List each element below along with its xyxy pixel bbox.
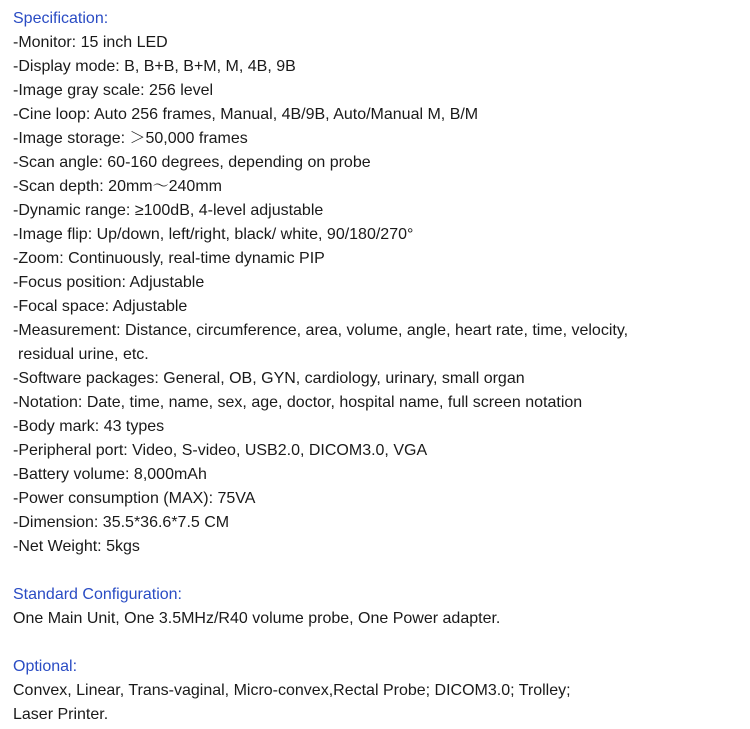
- spec-dimension: -Dimension: 35.5*36.6*7.5 CM: [13, 514, 230, 531]
- spec-cine-loop: -Cine loop: Auto 256 frames, Manual, 4B/9B, Auto/Manual M, B/M: [13, 106, 479, 123]
- spec-peripheral-port: -Peripheral port: Video, S-video, USB2.0, DICOM3.0, VGA: [13, 442, 428, 459]
- spec-measurement-continued: residual urine, etc.: [18, 346, 149, 363]
- spec-notation: -Notation: Date, time, name, sex, age, doctor, hospital name, full screen notation: [13, 394, 583, 411]
- spec-image-flip: -Image flip: Up/down, left/right, black/ white, 90/180/270°: [13, 226, 414, 243]
- standard-configuration-heading: Standard Configuration:: [13, 586, 182, 603]
- spec-focal-space: -Focal space: Adjustable: [13, 298, 188, 315]
- specification-heading: Specification:: [13, 10, 109, 27]
- spec-monitor: -Monitor: 15 inch LED: [13, 34, 168, 51]
- spec-dynamic-range: -Dynamic range: ≥100dB, 4-level adjustable: [13, 202, 324, 219]
- section-spacer: [13, 559, 743, 583]
- spec-focus-position: -Focus position: Adjustable: [13, 274, 205, 291]
- spec-scan-depth: -Scan depth: 20mm～240mm: [13, 178, 222, 195]
- spec-battery-volume: -Battery volume: 8,000mAh: [13, 466, 207, 483]
- spec-image-storage: -Image storage: ＞50,000 frames: [13, 130, 248, 147]
- spec-body-mark: -Body mark: 43 types: [13, 418, 165, 435]
- optional-heading: Optional:: [13, 658, 78, 675]
- section-spacer: [13, 631, 743, 655]
- spec-zoom: -Zoom: Continuously, real-time dynamic PIP: [13, 250, 325, 267]
- standard-configuration-text: One Main Unit, One 3.5MHz/R40 volume probe, One Power adapter.: [13, 610, 501, 627]
- optional-text-line-2: Laser Printer.: [13, 706, 109, 723]
- spec-image-gray-scale: -Image gray scale: 256 level: [13, 82, 214, 99]
- spec-document: [13, 7, 743, 727]
- optional-text-line-1: Convex, Linear, Trans-vaginal, Micro-convex,Rectal Probe; DICOM3.0; Trolley;: [13, 682, 571, 699]
- spec-scan-angle: -Scan angle: 60-160 degrees, depending on probe: [13, 154, 371, 171]
- spec-measurement: -Measurement: Distance, circumference, area, volume, angle, heart rate, time, velocity,: [13, 322, 629, 339]
- spec-power-consumption: -Power consumption (MAX): 75VA: [13, 490, 256, 507]
- spec-software-packages: -Software packages: General, OB, GYN, cardiology, urinary, small organ: [13, 370, 525, 387]
- spec-display-mode: -Display mode: B, B+B, B+M, M, 4B, 9B: [13, 58, 296, 75]
- spec-net-weight: -Net Weight: 5kgs: [13, 538, 140, 555]
